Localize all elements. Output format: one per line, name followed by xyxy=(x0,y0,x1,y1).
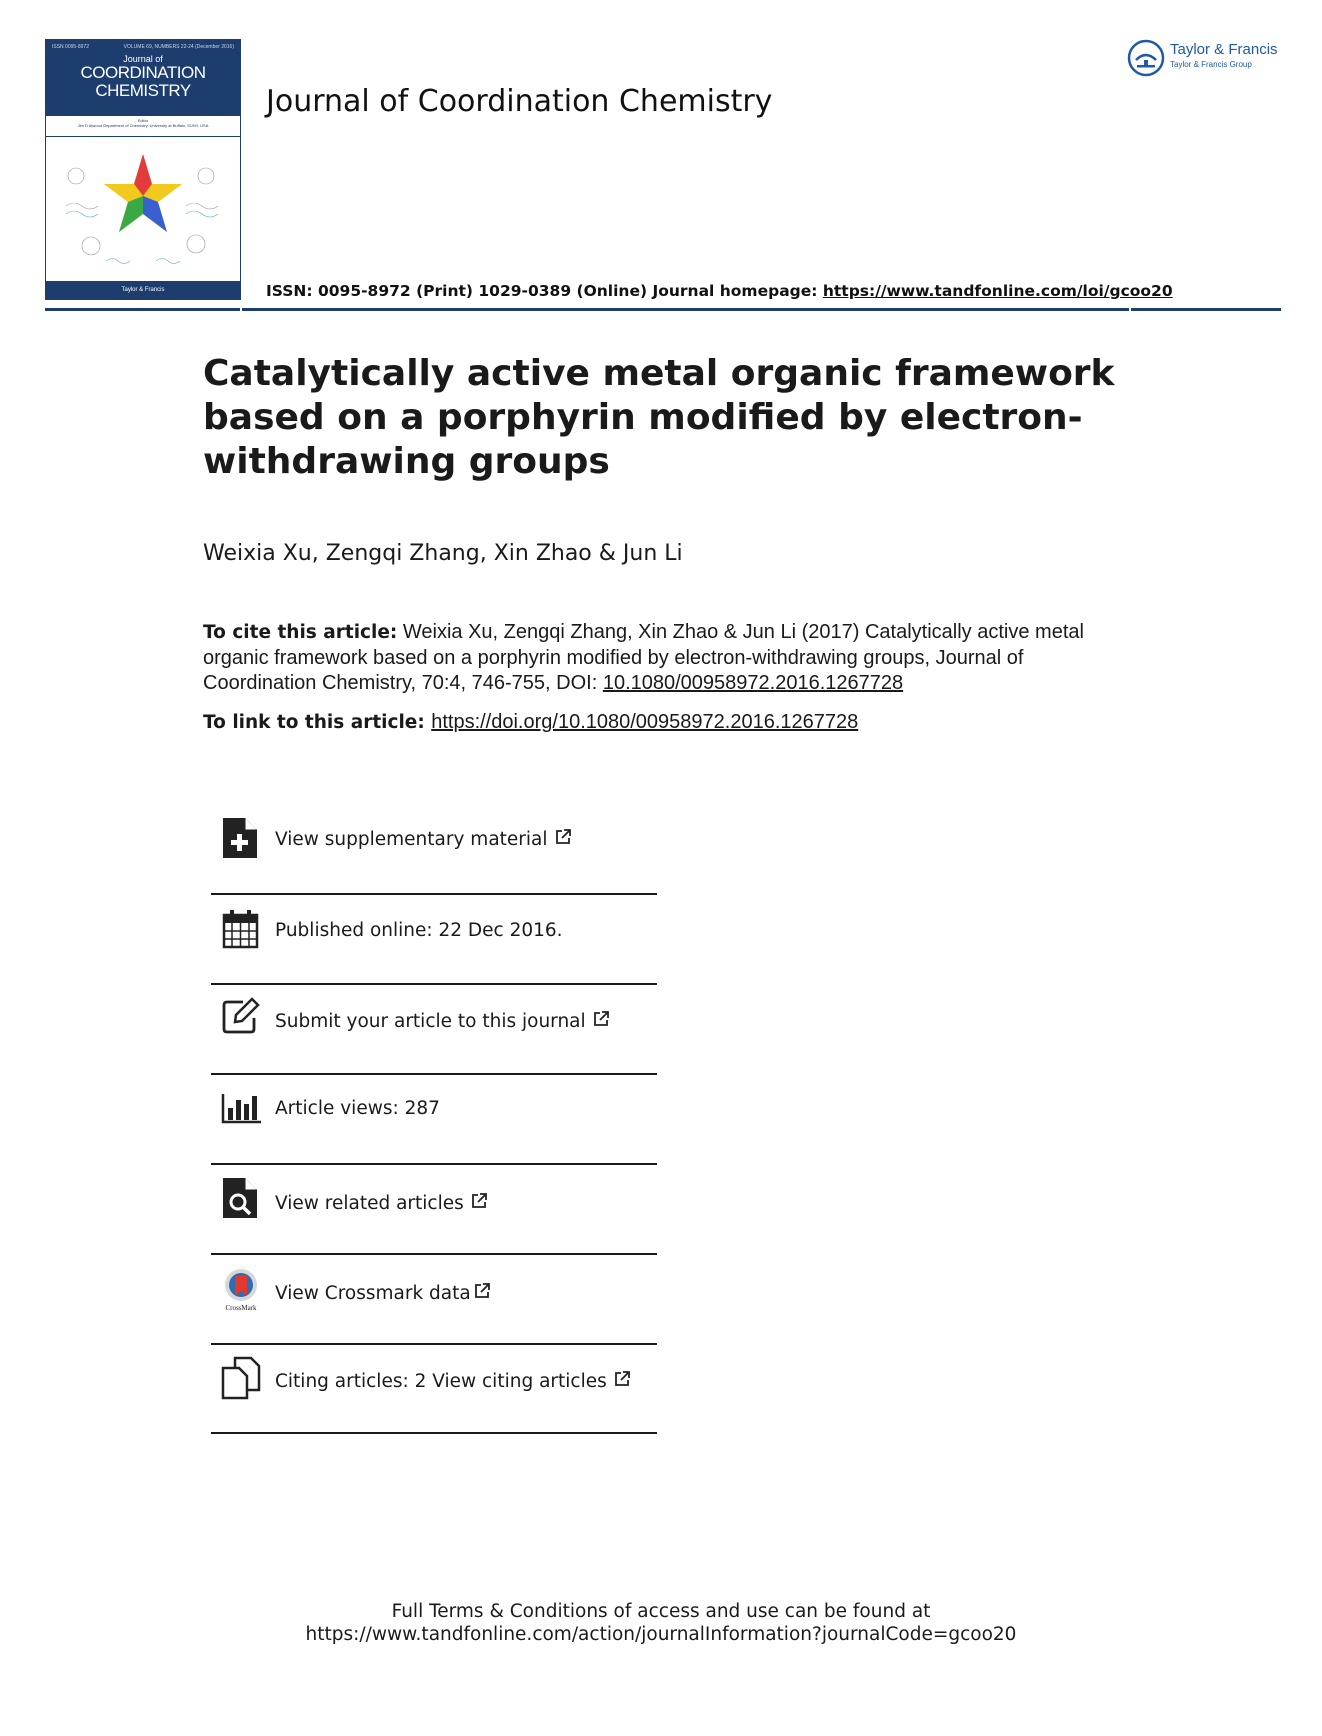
submit-item[interactable] xyxy=(211,996,657,1085)
crossmark-icon xyxy=(221,1268,261,1312)
cover-title-line2: CHEMISTRY xyxy=(95,81,191,100)
article-link-line xyxy=(203,711,858,734)
edit-icon xyxy=(221,996,261,1040)
external-link-icon xyxy=(473,1282,491,1300)
citation-block xyxy=(203,620,1133,697)
cover-issn: ISSN 0095-8972 xyxy=(52,44,89,50)
article-title: Catalytically active metal organic framework based on a porphyrin modified by electron-withdrawing groups xyxy=(203,353,1115,482)
cover-editor xyxy=(46,115,240,137)
crossmark-label[interactable]: View Crossmark data xyxy=(275,1282,491,1304)
cover-editor-label: Editor xyxy=(137,118,149,123)
link-label: To link to this article: xyxy=(203,712,432,733)
bar-chart-icon xyxy=(221,1086,261,1130)
header-rule-gap xyxy=(1129,308,1131,311)
cover-title-line1: COORDINATION xyxy=(80,63,206,82)
issn-text: ISSN: 0095-8972 (Print) 1029-0389 (Online) Journal homepage: xyxy=(266,282,823,300)
external-link-icon xyxy=(592,1010,610,1028)
calendar-icon xyxy=(221,908,261,952)
views-item xyxy=(211,1086,657,1175)
publisher-name: Taylor & Francis xyxy=(1170,41,1278,58)
journal-title: Journal of Coordination Chemistry xyxy=(266,84,773,119)
supplementary-file-icon xyxy=(221,816,261,860)
citing-label[interactable]: Citing articles: 2 View citing articles xyxy=(275,1370,631,1392)
issn-line xyxy=(266,282,1173,300)
cover-publisher: Taylor & Francis xyxy=(46,281,240,299)
cite-doi-link[interactable]: 10.1080/00958972.2016.1267728 xyxy=(602,672,904,694)
item-separator xyxy=(211,983,657,985)
views-label: Article views: 287 xyxy=(275,1098,440,1119)
supplementary-label[interactable]: View supplementary material xyxy=(275,828,572,850)
related-item[interactable] xyxy=(211,1176,657,1265)
item-separator xyxy=(211,1343,657,1345)
item-separator xyxy=(211,893,657,895)
cover-issn-row xyxy=(46,44,240,50)
search-document-icon xyxy=(221,1176,261,1220)
cover-banner xyxy=(46,40,240,115)
terms-footer xyxy=(0,1600,1322,1646)
external-link-icon xyxy=(554,828,572,846)
journal-cover xyxy=(45,39,241,300)
supplementary-item[interactable] xyxy=(211,816,657,905)
cover-star-illustration xyxy=(46,136,240,281)
published-label: Published online: 22 Dec 2016. xyxy=(275,920,563,941)
submit-label[interactable]: Submit your article to this journal xyxy=(275,1010,610,1032)
item-separator xyxy=(211,1073,657,1075)
crossmark-logo-text: CrossMark xyxy=(225,1304,257,1312)
journal-homepage-link[interactable]: https://www.tandfonline.com/loi/gcoo20 xyxy=(822,282,1173,300)
terms-url[interactable]: https://www.tandfonline.com/action/journalInformation?journalCode=gcoo20 xyxy=(305,1624,1017,1645)
item-separator xyxy=(211,1163,657,1165)
cover-editor-name: Jim D Atwood Department of Chemistry, University at Buffalo, SUNY, USA xyxy=(77,123,209,128)
external-link-icon xyxy=(613,1370,631,1388)
cover-journal-of: Journal of xyxy=(123,54,163,64)
cover-volume: VOLUME 69, NUMBERS 22-24 (December 2016) xyxy=(123,44,234,50)
cite-label: To cite this article: xyxy=(203,622,398,643)
item-separator xyxy=(211,1432,657,1434)
cite-text: Weixia Xu, Zengqi Zhang, Xin Zhao & Jun Li (2017) Catalytically active metal organic framework based on a porphyrin modified by electron-withdrawing groups, Journal of Coordination Chemistry, 70:4, 746-755, DOI: xyxy=(203,621,1084,694)
external-link-icon xyxy=(470,1192,488,1210)
terms-line: Full Terms & Conditions of access and use can be found at xyxy=(391,1601,931,1622)
copy-documents-icon xyxy=(221,1356,261,1400)
header-rule-gap xyxy=(240,308,242,311)
related-label[interactable]: View related articles xyxy=(275,1192,488,1214)
item-separator xyxy=(211,1253,657,1255)
publisher-group: Taylor & Francis Group xyxy=(1170,60,1252,69)
article-doi-link[interactable]: https://doi.org/10.1080/00958972.2016.1267728 xyxy=(431,711,859,733)
header-rule xyxy=(45,308,1281,311)
article-authors: Weixia Xu, Zengqi Zhang, Xin Zhao & Jun Li xyxy=(203,541,683,566)
